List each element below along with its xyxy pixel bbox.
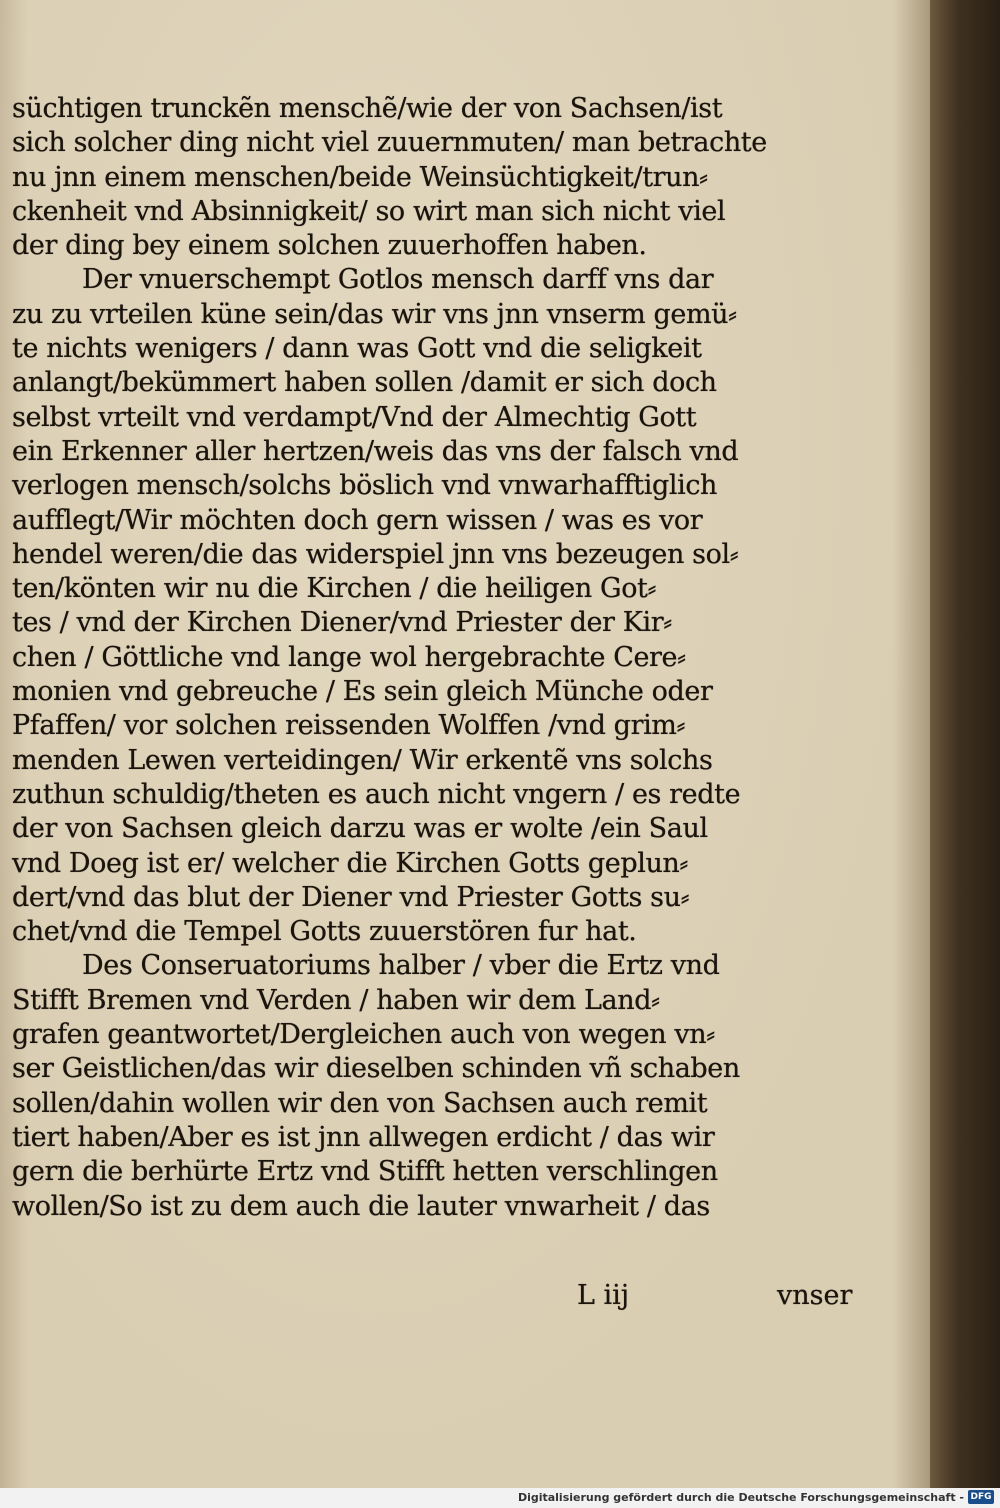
text-line: verlogen mensch/solchs böslich vnd vnwarhafftiglich (12, 470, 718, 502)
text-line: tiert haben/Aber es ist jnn allwegen erdicht / das wir (12, 1121, 715, 1153)
text-line: sich solcher ding nicht viel zuuernmuten/ man betrachte (12, 127, 767, 159)
text-line: chet/vnd die Tempel Gotts zuuerstören fur hat. (12, 916, 637, 948)
text-line: wollen/So ist zu dem auch die lauter vnwarheit / das (12, 1190, 710, 1222)
text-line: zuthun schuldig/theten es auch nicht vngern / es redte (12, 778, 741, 810)
text-line: aufflegt/Wir möchten doch gern wissen / was es vor (12, 504, 703, 536)
text-line: monien vnd gebreuche / Es sein gleich Münche oder (12, 676, 713, 708)
text-line: menden Lewen verteidingen/ Wir erkentẽ vns solchs (12, 744, 713, 776)
text-line: zu zu vrteilen küne sein/das wir vns jnn vnserm gemü⸗ (12, 298, 737, 330)
text-line: süchtigen trunckẽn menschẽ/wie der von Sachsen/ist (12, 93, 723, 124)
text-line: gern die berhürte Ertz vnd Stifft hetten verschlingen (12, 1156, 718, 1188)
text-block (12, 92, 872, 1224)
text-line: nu jnn einem menschen/beide Weinsüchtigkeit/trun⸗ (12, 161, 708, 193)
text-line: selbst vrteilt vnd verdampt/Vnd der Almechtig Gott (12, 401, 697, 433)
text-line: ckenheit vnd Absinnigkeit/ so wirt man sich nicht viel (12, 195, 726, 227)
text-line: ten/könten wir nu die Kirchen / die heiligen Got⸗ (12, 573, 657, 605)
page-edge-shadow (930, 0, 1000, 1488)
page-footer-line (12, 1280, 872, 1314)
text-line: Pfaffen/ vor solchen reissenden Wolffen /vnd grim⸗ (12, 710, 686, 742)
text-line: ein Erkenner aller hertzen/weis das vns der falsch vnd (12, 435, 739, 467)
text-line: sollen/dahin wollen wir den von Sachsen auch remit (12, 1087, 708, 1119)
text-line: anlangt/bekümmert haben sollen /damit er sich doch (12, 367, 717, 399)
paragraph-start-line: Des Conseruatoriums halber / vber die Ertz vnd (82, 950, 720, 982)
paragraph-start-line: Der vnuerschempt Gotlos mensch darff vns dar (82, 264, 714, 296)
text-line: dert/vnd das blut der Diener vnd Priester Gotts su⸗ (12, 881, 690, 913)
catchword: vnser (777, 1280, 853, 1311)
text-line: ser Geistlichen/das wir dieselben schinden vñ schaben (12, 1053, 740, 1085)
text-line: chen / Göttliche vnd lange wol hergebrachte Cere⸗ (12, 641, 686, 673)
text-line: der ding bey einem solchen zuuerhoffen haben. (12, 230, 647, 262)
text-line: Stifft Bremen vnd Verden / haben wir dem Land⸗ (12, 984, 660, 1016)
funding-credit: Digitalisierung gefördert durch die Deutsche Forschungsgemeinschaft - (517, 1491, 964, 1504)
text-line: te nichts wenigers / dann was Gott vnd die seligkeit (12, 333, 702, 365)
text-line: vnd Doeg ist er/ welcher die Kirchen Gotts geplun⸗ (12, 847, 689, 879)
dfg-logo: DFG (968, 1490, 994, 1504)
text-line: der von Sachsen gleich darzu was er wolte /ein Saul (12, 813, 708, 845)
text-line: hendel weren/die das widerspiel jnn vns bezeugen sol⸗ (12, 538, 739, 570)
text-line: tes / vnd der Kirchen Diener/vnd Priester der Kir⸗ (12, 607, 672, 639)
text-line: grafen geantwortet/Dergleichen auch von wegen vn⸗ (12, 1019, 715, 1051)
signature-mark: L iij (577, 1280, 630, 1311)
